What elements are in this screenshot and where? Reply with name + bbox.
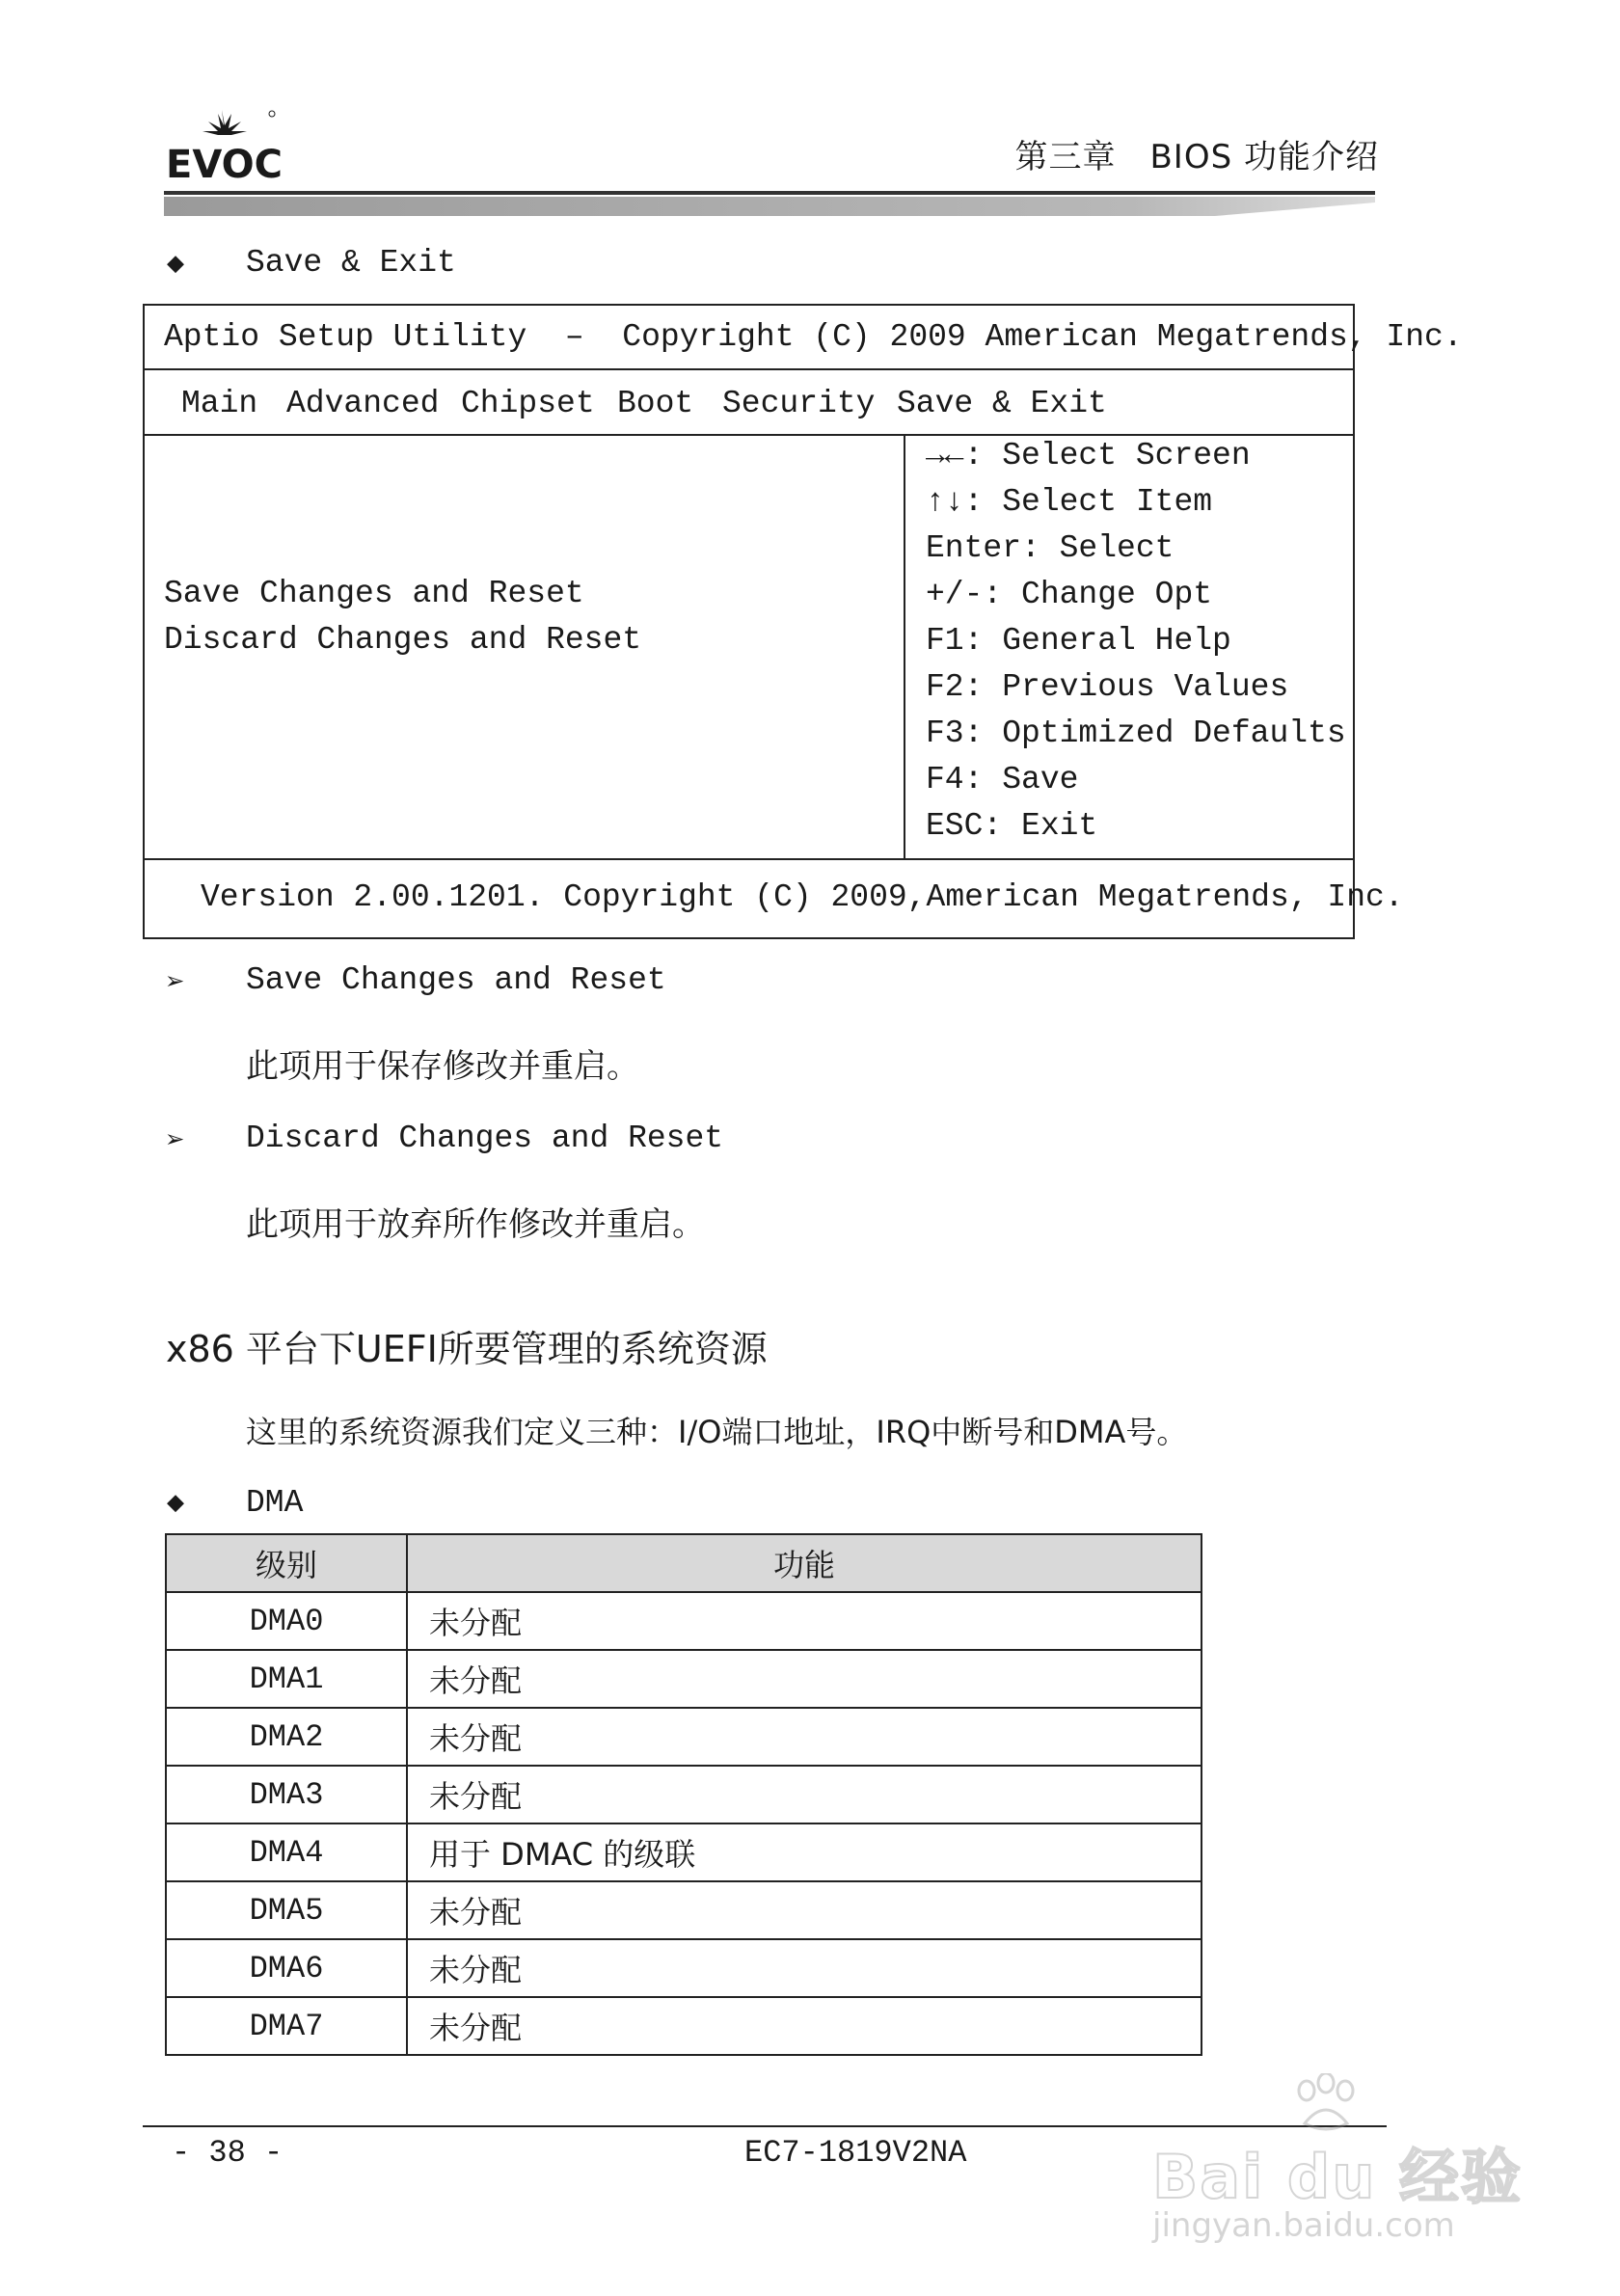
bios-screen: [143, 304, 1463, 939]
table-cell: 未分配: [407, 1592, 1202, 1650]
table-cell: DMA0: [166, 1592, 407, 1650]
evoc-logo: [164, 104, 289, 181]
bios-menu-bar: [145, 370, 1353, 436]
table-cell: DMA1: [166, 1650, 407, 1708]
table-cell: 未分配: [407, 1881, 1202, 1939]
page-number: - 38 -: [172, 2135, 284, 2171]
menu-boot[interactable]: Boot: [617, 386, 694, 421]
table-row: [166, 1708, 1202, 1766]
help-f1: F1: General Help: [926, 623, 1231, 659]
table-cell: 未分配: [407, 1939, 1202, 1997]
header-rule: [164, 189, 1375, 222]
option-title: Discard Changes and Reset: [246, 1121, 724, 1156]
bios-title-bar: [145, 306, 1463, 370]
option-title: Save Changes and Reset: [246, 962, 666, 998]
table-cell: DMA2: [166, 1708, 407, 1766]
diamond-bullet-icon: ◆: [167, 1488, 185, 1521]
menu-advanced[interactable]: Advanced: [286, 386, 440, 421]
table-cell: DMA6: [166, 1939, 407, 1997]
watermark-url: jingyan.baidu.com: [1152, 2206, 1455, 2245]
table-row: [166, 1592, 1202, 1650]
bios-version: Version 2.00.1201. Copyright (C) 2009,American Megatrends, Inc.: [201, 879, 1404, 915]
table-row: [166, 1997, 1202, 2055]
table-header-level: 级别: [166, 1534, 407, 1592]
table-header-row: [166, 1534, 1202, 1592]
discard-changes-reset-item[interactable]: Discard Changes and Reset: [164, 622, 642, 658]
bios-content: [145, 436, 1353, 860]
arrow-bullet-icon: ➢: [166, 1124, 185, 1160]
help-f4: F4: Save: [926, 762, 1079, 797]
table-row: [166, 1823, 1202, 1881]
logo-text: EVOC: [166, 143, 283, 181]
bios-footer: [145, 860, 1404, 939]
section-title: Save & Exit: [246, 245, 456, 281]
resources-intro: 这里的系统资源我们定义三种：I/O端口地址，IRQ中断号和DMA号。: [246, 1414, 1188, 1450]
help-enter: Enter: Select: [926, 530, 1174, 566]
table-cell: DMA5: [166, 1881, 407, 1939]
table-cell: DMA3: [166, 1766, 407, 1823]
table-row: [166, 1766, 1202, 1823]
table-cell: 未分配: [407, 1997, 1202, 2055]
arrow-bullet-icon: ➢: [166, 966, 185, 1002]
menu-chipset[interactable]: Chipset: [461, 386, 595, 421]
resources-heading: x86 平台下UEFI所要管理的系统资源: [166, 1328, 768, 1370]
table-cell: 未分配: [407, 1766, 1202, 1823]
bios-title-text: Aptio Setup Utility – Copyright (C) 2009 American Megatrends, Inc.: [164, 319, 1463, 355]
table-cell: 未分配: [407, 1708, 1202, 1766]
help-change-opt: +/-: Change Opt: [926, 577, 1213, 612]
diamond-bullet-icon: ◆: [167, 249, 185, 282]
table-row: [166, 1650, 1202, 1708]
table-header-function: 功能: [407, 1534, 1202, 1592]
table-cell: 用于 DMAC 的级联: [407, 1823, 1202, 1881]
table-row: [166, 1881, 1202, 1939]
option-desc: 此项用于放弃所作修改并重启。: [246, 1205, 705, 1244]
help-esc: ESC: Exit: [926, 808, 1098, 844]
baidu-watermark: [1152, 2073, 1538, 2247]
table-cell: DMA7: [166, 1997, 407, 2055]
watermark-brand: Bai du 经验: [1152, 2142, 1524, 2212]
menu-main[interactable]: Main: [181, 386, 258, 421]
help-f2: F2: Previous Values: [926, 669, 1289, 705]
dma-table: [165, 1533, 1202, 2056]
help-select-screen: →←: Select Screen: [926, 438, 1251, 473]
help-f3: F3: Optimized Defaults: [926, 716, 1346, 751]
table-cell: 未分配: [407, 1650, 1202, 1708]
table-row: [166, 1939, 1202, 1997]
menu-save-exit[interactable]: Save & Exit: [897, 386, 1107, 421]
model-number: EC7-1819V2NA: [744, 2135, 967, 2171]
option-desc: 此项用于保存修改并重启。: [246, 1047, 639, 1086]
help-select-item: ↑↓: Select Item: [926, 484, 1213, 520]
table-cell: DMA4: [166, 1823, 407, 1881]
menu-security[interactable]: Security: [722, 386, 876, 421]
dma-label: DMA: [246, 1485, 304, 1521]
save-changes-reset-item[interactable]: Save Changes and Reset: [164, 576, 584, 611]
chapter-title: 第三章 BIOS 功能介绍: [1014, 138, 1379, 176]
bios-column-divider: [904, 436, 905, 860]
